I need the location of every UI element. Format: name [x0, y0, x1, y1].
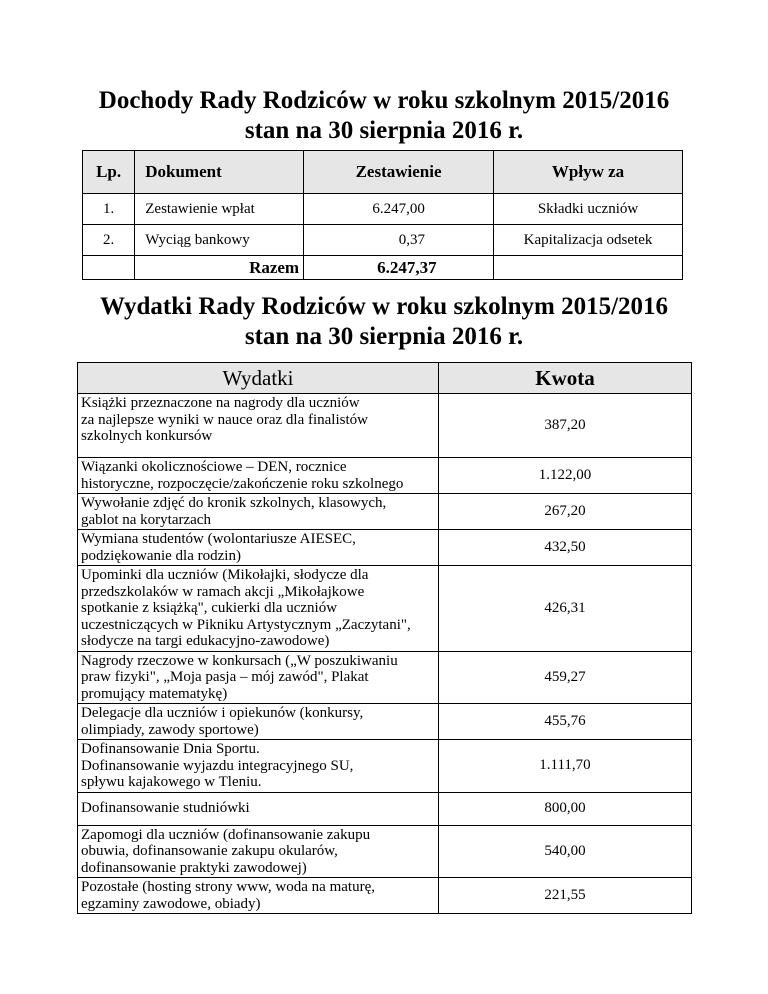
row-lp: 1.: [83, 194, 135, 225]
expense-description-line: Pozostałe (hosting strony www, woda na maturę,: [81, 879, 375, 895]
table-row: [78, 740, 692, 793]
row-source: Kapitalizacja odsetek: [494, 225, 683, 256]
expense-description-line: praw fizyki", „Moja pasja – mój zawód", Plakat: [81, 669, 369, 685]
expense-description-line: Dofinansowanie Dnia Sportu.: [81, 741, 260, 757]
header-expenses: Wydatki: [78, 363, 439, 394]
expense-description: [78, 530, 439, 566]
expense-description-line: Upominki dla uczniów (Mikołajki, słodycze dla: [81, 567, 369, 583]
header-summary: Zestawienie: [304, 151, 494, 194]
expense-description-line: Nagrody rzeczowe w konkursach („W poszukiwaniu: [81, 652, 398, 669]
expense-description: [78, 494, 439, 530]
expense-description-line: za najlepsze wyniki w nauce oraz dla finalistów: [81, 411, 368, 428]
table-row: [83, 194, 683, 225]
expense-amount: 387,20: [439, 394, 692, 458]
income-table: [82, 150, 683, 280]
expense-description-line: spotkanie z książką", cukierki dla uczniów: [81, 600, 338, 616]
income-header-row: [83, 151, 683, 194]
expense-description-line: promujący matematykę): [81, 685, 228, 702]
header-document: Dokument: [135, 151, 304, 194]
expense-description-line: spływu kajakowego w Tleniu.: [81, 774, 262, 790]
expense-description-line: egzaminy zawodowe, obiady): [81, 895, 261, 912]
expenses-title-line2: stan na 30 sierpnia 2016 r.: [244, 323, 524, 350]
table-row: [78, 458, 692, 494]
expense-description: [78, 825, 439, 878]
total-value: 6.247,37: [304, 256, 494, 280]
expense-description-line: słodycze na targi edukacyjno-zawodowe): [81, 633, 330, 649]
expense-description: [78, 394, 439, 458]
expense-amount: 455,76: [439, 704, 692, 740]
expense-description: [78, 651, 439, 704]
row-amount: 0,37: [304, 225, 494, 256]
expense-description-line: Delegacje dla uczniów i opiekunów (konkursy,: [81, 705, 364, 721]
expense-amount: 221,55: [439, 878, 692, 914]
expenses-title: [0, 292, 768, 352]
expense-description-line: uczestniczących w Pikniku Artystycznym „Zaczytani",: [81, 616, 411, 633]
expense-description-line: Wywołanie zdjęć do kronik szkolnych, klasowych,: [81, 495, 387, 511]
table-row: [78, 394, 692, 458]
income-title-line1: Dochody Rady Rodziców w roku szkolnym 2015/2016: [98, 87, 670, 114]
expense-amount: 1.111,70: [439, 740, 692, 793]
total-row: [83, 256, 683, 280]
table-row: [78, 651, 692, 704]
expense-description-line: gablot na korytarzach: [81, 511, 211, 528]
expense-description: [78, 792, 439, 825]
header-source: Wpływ za: [494, 151, 683, 194]
expense-amount: 459,27: [439, 651, 692, 704]
expense-description-line: szkolnych konkursów: [81, 428, 213, 444]
expense-amount: 1.122,00: [439, 458, 692, 494]
row-lp: 2.: [83, 225, 135, 256]
row-amount: 6.247,00: [304, 194, 494, 225]
expense-description-line: Wiązanki okolicznościowe – DEN, rocznice: [81, 459, 347, 475]
expense-description: [78, 566, 439, 652]
expense-amount: 800,00: [439, 792, 692, 825]
expense-description-line: Dofinansowanie wyjazdu integracyjnego SU,: [81, 757, 354, 774]
expense-amount: 267,20: [439, 494, 692, 530]
table-row: [78, 704, 692, 740]
table-row: [78, 825, 692, 878]
income-title: [0, 86, 768, 146]
table-row: [83, 225, 683, 256]
header-lp: Lp.: [83, 151, 135, 194]
expense-description: [78, 878, 439, 914]
expense-description-line: historyczne, rozpoczęcie/zakończenie roku szkolnego: [81, 475, 404, 492]
expense-description-line: dofinansowanie praktyki zawodowej): [81, 859, 307, 876]
header-amount: Kwota: [439, 363, 692, 394]
expense-description-line: Dofinansowanie studniówki: [81, 800, 250, 817]
expense-amount: 426,31: [439, 566, 692, 652]
expense-description: [78, 740, 439, 793]
table-row: [78, 566, 692, 652]
expense-description-line: Wymiana studentów (wolontariusze AIESEC,: [81, 531, 356, 547]
expense-amount: 432,50: [439, 530, 692, 566]
row-document: Zestawienie wpłat: [135, 194, 304, 225]
expenses-header-row: [78, 363, 692, 394]
table-row: [78, 530, 692, 566]
table-row: [78, 494, 692, 530]
expenses-title-line1: Wydatki Rady Rodziców w roku szkolnym 2015/2016: [99, 293, 669, 320]
table-row: [78, 878, 692, 914]
expense-description: [78, 458, 439, 494]
expense-description-line: obuwia, dofinansowanie zakupu okularów,: [81, 843, 338, 859]
expense-description-line: przedszkolaków w ramach akcji „Mikołajkowe: [81, 583, 365, 600]
expense-description: [78, 704, 439, 740]
total-label: Razem: [135, 256, 304, 280]
row-source: Składki uczniów: [494, 194, 683, 225]
row-document: Wyciąg bankowy: [135, 225, 304, 256]
expense-description-line: podziękowanie dla rodzin): [81, 547, 241, 564]
expenses-table: [77, 362, 692, 914]
expense-description-line: Książki przeznaczone na nagrody dla uczniów: [81, 395, 360, 411]
expense-description-line: Zapomogi dla uczniów (dofinansowanie zakupu: [81, 826, 371, 843]
table-row: [78, 792, 692, 825]
expense-amount: 540,00: [439, 825, 692, 878]
income-title-line2: stan na 30 sierpnia 2016 r.: [244, 117, 524, 144]
expense-description-line: olimpiady, zawody sportowe): [81, 721, 259, 738]
